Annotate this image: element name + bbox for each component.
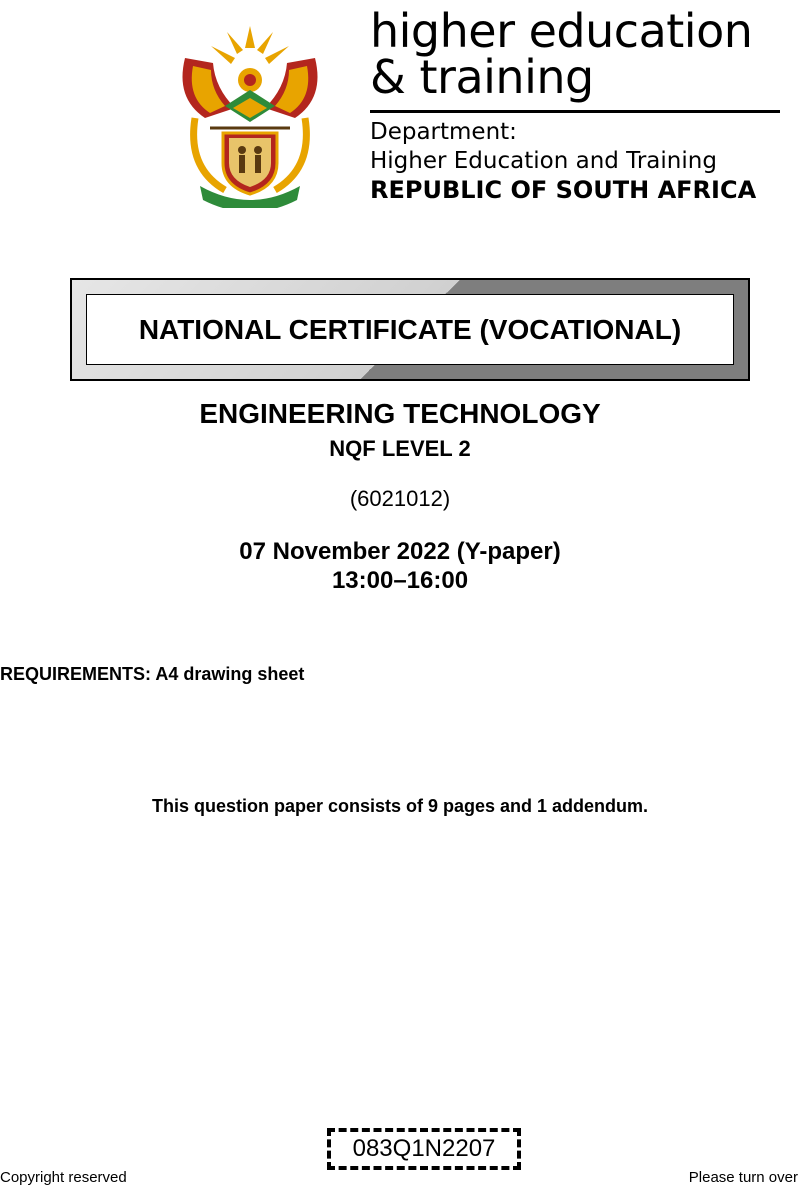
pages-note: This question paper consists of 9 pages and 1 addendum. (151, 796, 649, 816)
department-block (370, 118, 756, 205)
nqf-level: NQF LEVEL 2 (329, 436, 471, 461)
department-name: Higher Education and Training (370, 148, 717, 174)
brand-divider (370, 110, 780, 113)
title-box (70, 278, 750, 381)
exam-time: 13:00–16:00 (331, 567, 469, 594)
country-name: REPUBLIC OF SOUTH AFRICA (370, 176, 757, 204)
brand-title (370, 4, 753, 104)
coat-of-arms-logo (165, 18, 335, 208)
brand-line-1: higher education (370, 4, 753, 58)
brand-line-2: & training (370, 50, 594, 104)
subject-code: (6021012) (349, 486, 451, 511)
department-label: Department: (370, 119, 517, 145)
paper-code: 083Q1N2207 (327, 1128, 521, 1170)
exam-date: 07 November 2022 (Y-paper) (239, 538, 561, 565)
footer-copyright: Copyright reserved (0, 1169, 127, 1186)
requirements: REQUIREMENTS: A4 drawing sheet (0, 664, 305, 684)
footer-turn-over: Please turn over (688, 1169, 798, 1186)
certificate-title: NATIONAL CERTIFICATE (VOCATIONAL) (86, 294, 734, 365)
subject-title: ENGINEERING TECHNOLOGY (199, 398, 601, 429)
